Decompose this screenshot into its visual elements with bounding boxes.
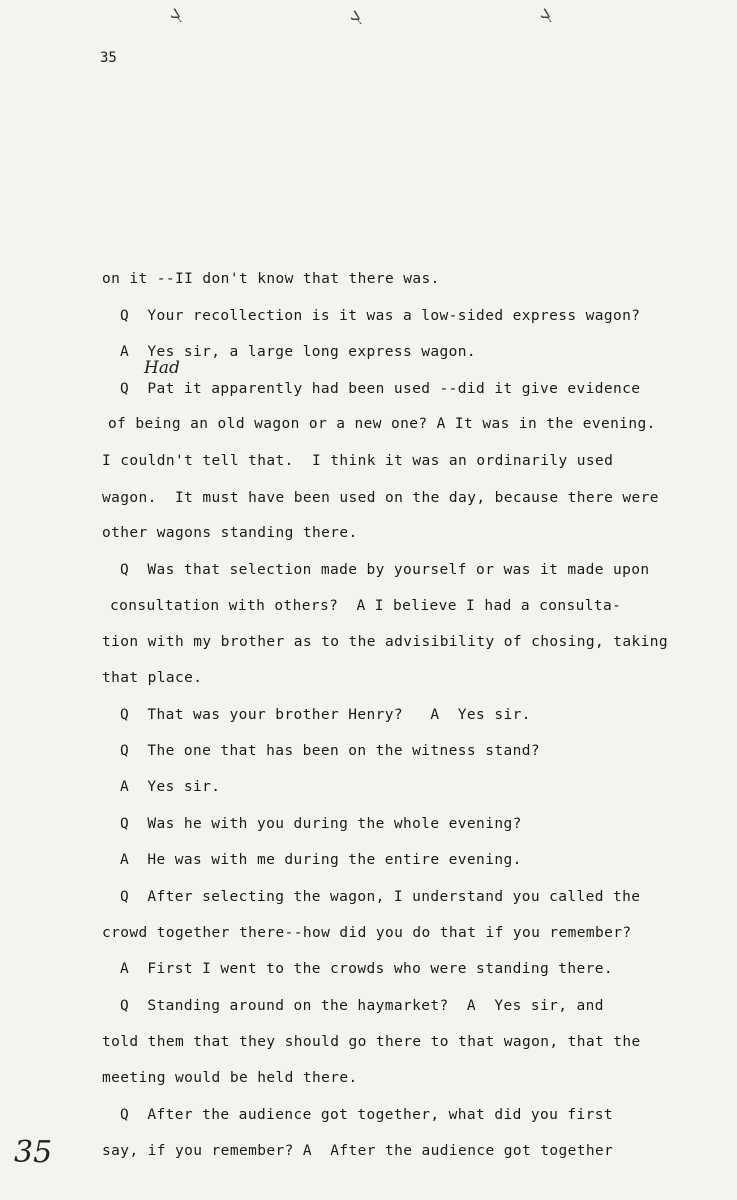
binding-mark-center: ܓ	[350, 4, 362, 25]
binding-mark-left: ܓ	[170, 2, 182, 23]
text-line: Q After selecting the wagon, I understand you called the	[120, 889, 641, 905]
text-line: say, if you remember? A After the audience got together	[102, 1143, 614, 1159]
page-number: 35	[100, 50, 117, 66]
text-line: that place.	[102, 670, 203, 686]
text-line: Q Standing around on the haymarket? A Yes sir, and	[120, 998, 604, 1014]
text-line: told them that they should go there to that wagon, that the	[102, 1034, 641, 1050]
text-line: Q After the audience got together, what did you first	[120, 1107, 614, 1123]
text-line: Q Was he with you during the whole evening?	[120, 816, 522, 832]
text-line: of being an old wagon or a new one? A It was in the evening.	[108, 416, 656, 432]
text-line: Q The one that has been on the witness stand?	[120, 743, 540, 759]
text-line: I couldn't tell that. I think it was an ordinarily used	[102, 453, 614, 469]
text-line: A Yes sir, a large long express wagon.	[120, 344, 477, 360]
binding-mark-right: ܓ	[540, 2, 552, 23]
text-line: Q Pat it apparently had been used --did it give evidence	[120, 381, 641, 397]
handwritten-margin-number: 35	[14, 1135, 53, 1170]
text-line: on it --II don't know that there was.	[102, 271, 440, 287]
text-line: consultation with others? A I believe I had a consulta-	[110, 598, 622, 614]
text-line: meeting would be held there.	[102, 1070, 358, 1086]
text-line: A Yes sir.	[120, 779, 221, 795]
text-line: tion with my brother as to the advisibility of chosing, taking	[102, 634, 669, 650]
text-line: crowd together there--how did you do that if you remember?	[102, 925, 632, 941]
text-line: Q Your recollection is it was a low-sided express wagon?	[120, 308, 641, 324]
text-line: A He was with me during the entire evening.	[120, 852, 522, 868]
text-line: Q That was your brother Henry? A Yes sir.	[120, 707, 531, 723]
text-line: A First I went to the crowds who were standing there.	[120, 961, 614, 977]
text-line: wagon. It must have been used on the day, because there were	[102, 490, 659, 506]
text-line: other wagons standing there.	[102, 525, 358, 541]
handwritten-insertion: Had	[144, 358, 180, 378]
text-line: Q Was that selection made by yourself or was it made upon	[120, 562, 650, 578]
